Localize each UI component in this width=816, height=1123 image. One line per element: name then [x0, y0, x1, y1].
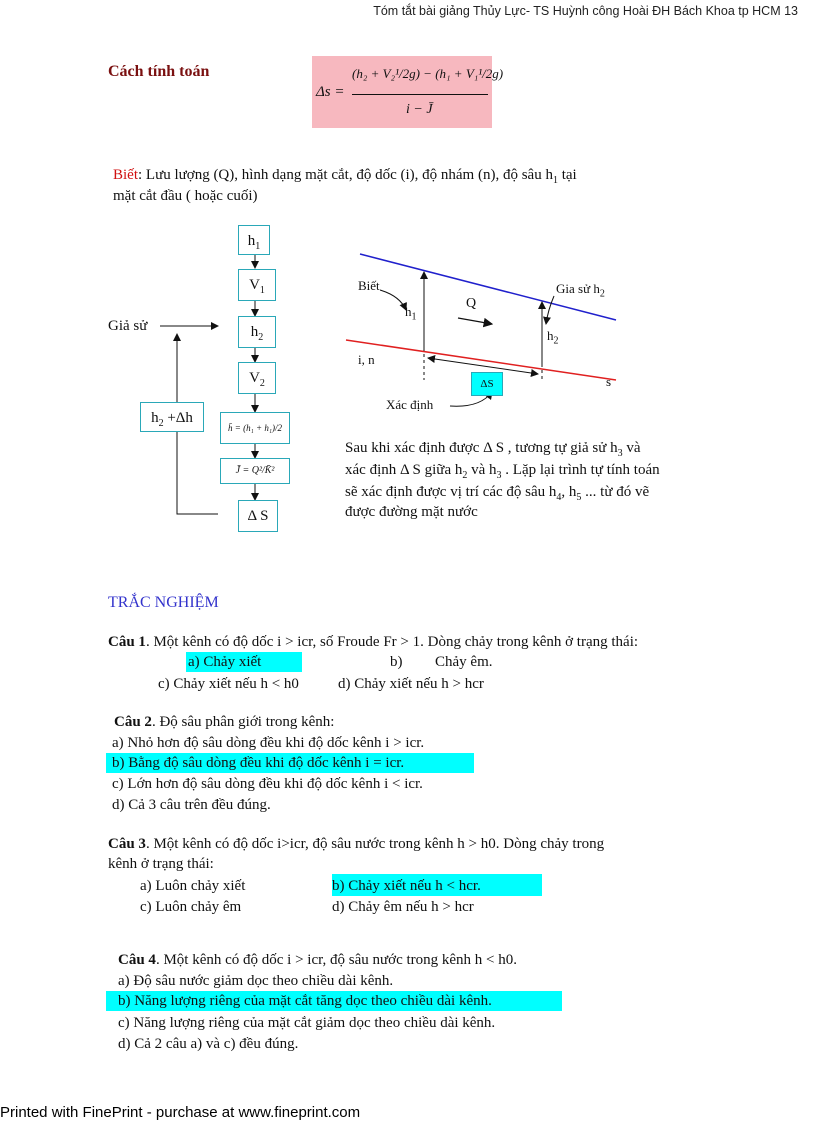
- page-header: Tóm tắt bài giảng Thủy Lực- TS Huỳnh công Hoài ĐH Bách Khoa tp HCM 13: [373, 4, 798, 18]
- diagram-h2: [547, 326, 559, 352]
- diagram-s: s: [606, 374, 612, 389]
- q2-answer-a: a) Nhỏ hơn độ sâu dòng đều khi độ dốc kênh i > icr.: [112, 735, 425, 751]
- flow-v1-sub: 1: [259, 285, 265, 296]
- after-l2-sub2: 3: [496, 470, 502, 481]
- flow-h2-text: h: [250, 324, 259, 340]
- q4-answer-a: a) Độ sâu nước giảm dọc theo chiều dài kênh.: [118, 973, 394, 989]
- flow-loop-end: +Δh: [163, 410, 193, 426]
- flow-h1-sub: 1: [255, 241, 261, 252]
- after-l3-mid: , h: [561, 484, 577, 500]
- q3-answer-c: c) Luôn chảy êm: [140, 899, 242, 915]
- known-end: tại: [557, 167, 577, 183]
- after-l2-end: . Lặp lại trình tự tính toán: [501, 462, 660, 478]
- flowchart-arrows: [100, 220, 330, 540]
- diagram-h2-sub: 2: [553, 335, 559, 347]
- quiz-title: TRẮC NGHIỆM: [108, 594, 219, 611]
- formula-box: [312, 56, 504, 128]
- diagram-in: i, n: [358, 352, 375, 367]
- q2-answer-d: d) Cả 3 câu trên đều đúng.: [112, 797, 271, 813]
- after-l3-sub2: 5: [576, 492, 582, 503]
- flow-box-v2: [238, 362, 276, 394]
- after-l2-mid: và h: [467, 462, 497, 478]
- after-line-4: được đường mặt nước: [345, 504, 478, 520]
- known-label: Biết: [113, 167, 138, 183]
- q1-label: Câu 1: [108, 634, 146, 650]
- diagram-assume-sub: 2: [599, 288, 605, 300]
- q4-stem: [118, 950, 517, 970]
- known-text: : Lưu lượng (Q), hình dạng mặt cắt, độ dốc (i), độ nhám (n), độ sâu h: [138, 167, 553, 183]
- flow-h2-sub: 2: [258, 332, 264, 343]
- after-l1-text: Sau khi xác định được Δ S , tương tự giả sử h: [345, 440, 618, 456]
- q3-stem: [108, 834, 604, 854]
- diagram-determine: Xác định: [386, 397, 434, 412]
- footer-fineprint: Printed with FinePrint - purchase at www.fineprint.com: [0, 1104, 361, 1121]
- diagram-assume-text: Gia sử h: [556, 281, 600, 296]
- flow-box-h2: [238, 316, 276, 348]
- after-l3-text: sẽ xác định được vị trí các độ sâu h: [345, 484, 557, 500]
- flow-box-h1: [238, 225, 270, 255]
- q2-text: . Độ sâu phân giới trong kênh:: [151, 714, 335, 730]
- after-l1-end: và: [622, 440, 641, 456]
- flow-box-hbar: h̄ = (h₁ + h₁)/2: [220, 412, 290, 444]
- flow-v2-sub: 2: [259, 378, 265, 389]
- diagram-h1: [405, 302, 417, 328]
- after-l1-sub: 3: [617, 448, 623, 459]
- flow-h1-text: h: [247, 233, 256, 249]
- diagram-q: Q: [466, 296, 477, 311]
- flow-loop-sub: 2: [158, 418, 164, 429]
- flow-box-loop: [140, 402, 204, 432]
- q2-answer-c: c) Lớn hơn độ sâu dòng đều khi độ dốc kênh i < icr.: [112, 776, 423, 792]
- formula-numerator: (h₂ + V₂¹/2g) − (h₁ + V₁¹/2g): [352, 66, 504, 81]
- q1-answer-a: a) Chảy xiết: [186, 652, 302, 672]
- diagram-h2-text: h: [547, 328, 554, 343]
- formula-lhs: Δs =: [316, 84, 345, 100]
- formula-fraction-bar: [352, 94, 488, 95]
- q3-answer-d: d) Chảy êm nếu h > hcr: [332, 899, 474, 915]
- after-l3-sub1: 4: [556, 492, 562, 503]
- q1-stem: [108, 632, 638, 652]
- q1-b-label: b): [390, 654, 403, 670]
- q1-answer-b: Chảy êm.: [435, 654, 493, 670]
- q2-stem: [114, 712, 334, 732]
- q3-label: Câu 3: [108, 836, 146, 852]
- formula-denominator: i − J̄: [406, 102, 433, 117]
- section-title: Cách tính toán: [108, 63, 210, 80]
- q1-text: . Một kênh có độ dốc i > icr, số Froude Fr > 1. Dòng chảy trong kênh ở trạng thái:: [145, 634, 639, 650]
- q4-answer-d: d) Cả 2 câu a) và c) đều đúng.: [118, 1036, 299, 1052]
- q3-answer-b: b) Chảy xiết nếu h < hcr.: [332, 878, 481, 894]
- q1-answer-d: d) Chảy xiết nếu h > hcr: [338, 676, 484, 692]
- q2-label: Câu 2: [114, 714, 152, 730]
- q4-answer-c: c) Năng lượng riêng của mặt cắt giảm dọc theo chiều dài kênh.: [118, 1015, 496, 1031]
- flow-v2-text: V: [249, 370, 260, 386]
- q3-stem-2: kênh ở trạng thái:: [108, 856, 214, 872]
- diagram-known: Biết: [358, 278, 380, 293]
- flow-box-jbar: J̄ = Q²/K̄²: [220, 458, 290, 484]
- q4-label: Câu 4: [118, 952, 156, 968]
- q2-answer-b: b) Bằng độ sâu dòng đều khi độ dốc kênh i = icr.: [106, 753, 474, 773]
- after-l3-end: ... từ đó vẽ: [581, 484, 650, 500]
- flow-box-v1: [238, 269, 276, 301]
- q1-answer-c: c) Chảy xiết nếu h < h0: [158, 676, 299, 692]
- known-sub: 1: [552, 175, 558, 186]
- flow-box-ds: Δ S: [238, 500, 278, 532]
- q4-answer-b: b) Năng lượng riêng của mặt cắt tăng dọc theo chiều dài kênh.: [106, 991, 562, 1011]
- q3-text: . Một kênh có độ dốc i>icr, độ sâu nước trong kênh h > h0. Dòng chảy trong: [145, 836, 605, 852]
- flow-assume-label: Giả sử: [108, 318, 148, 334]
- flow-loop-text: h: [151, 410, 159, 426]
- diagram-ds-box: ΔS: [471, 372, 503, 396]
- q4-text: . Một kênh có độ dốc i > icr, độ sâu nước trong kênh h < h0.: [155, 952, 518, 968]
- q3-answer-a: a) Luôn chảy xiết: [140, 878, 246, 894]
- diagram-h1-text: h: [405, 304, 412, 319]
- known-line-2: mặt cắt đầu ( hoặc cuối): [113, 188, 258, 204]
- after-l2-text: xác định Δ S giữa h: [345, 462, 463, 478]
- diagram-assume: [556, 279, 605, 305]
- flow-v1-text: V: [249, 277, 260, 293]
- after-l2-sub1: 2: [462, 470, 468, 481]
- diagram-h1-sub: 1: [411, 311, 417, 323]
